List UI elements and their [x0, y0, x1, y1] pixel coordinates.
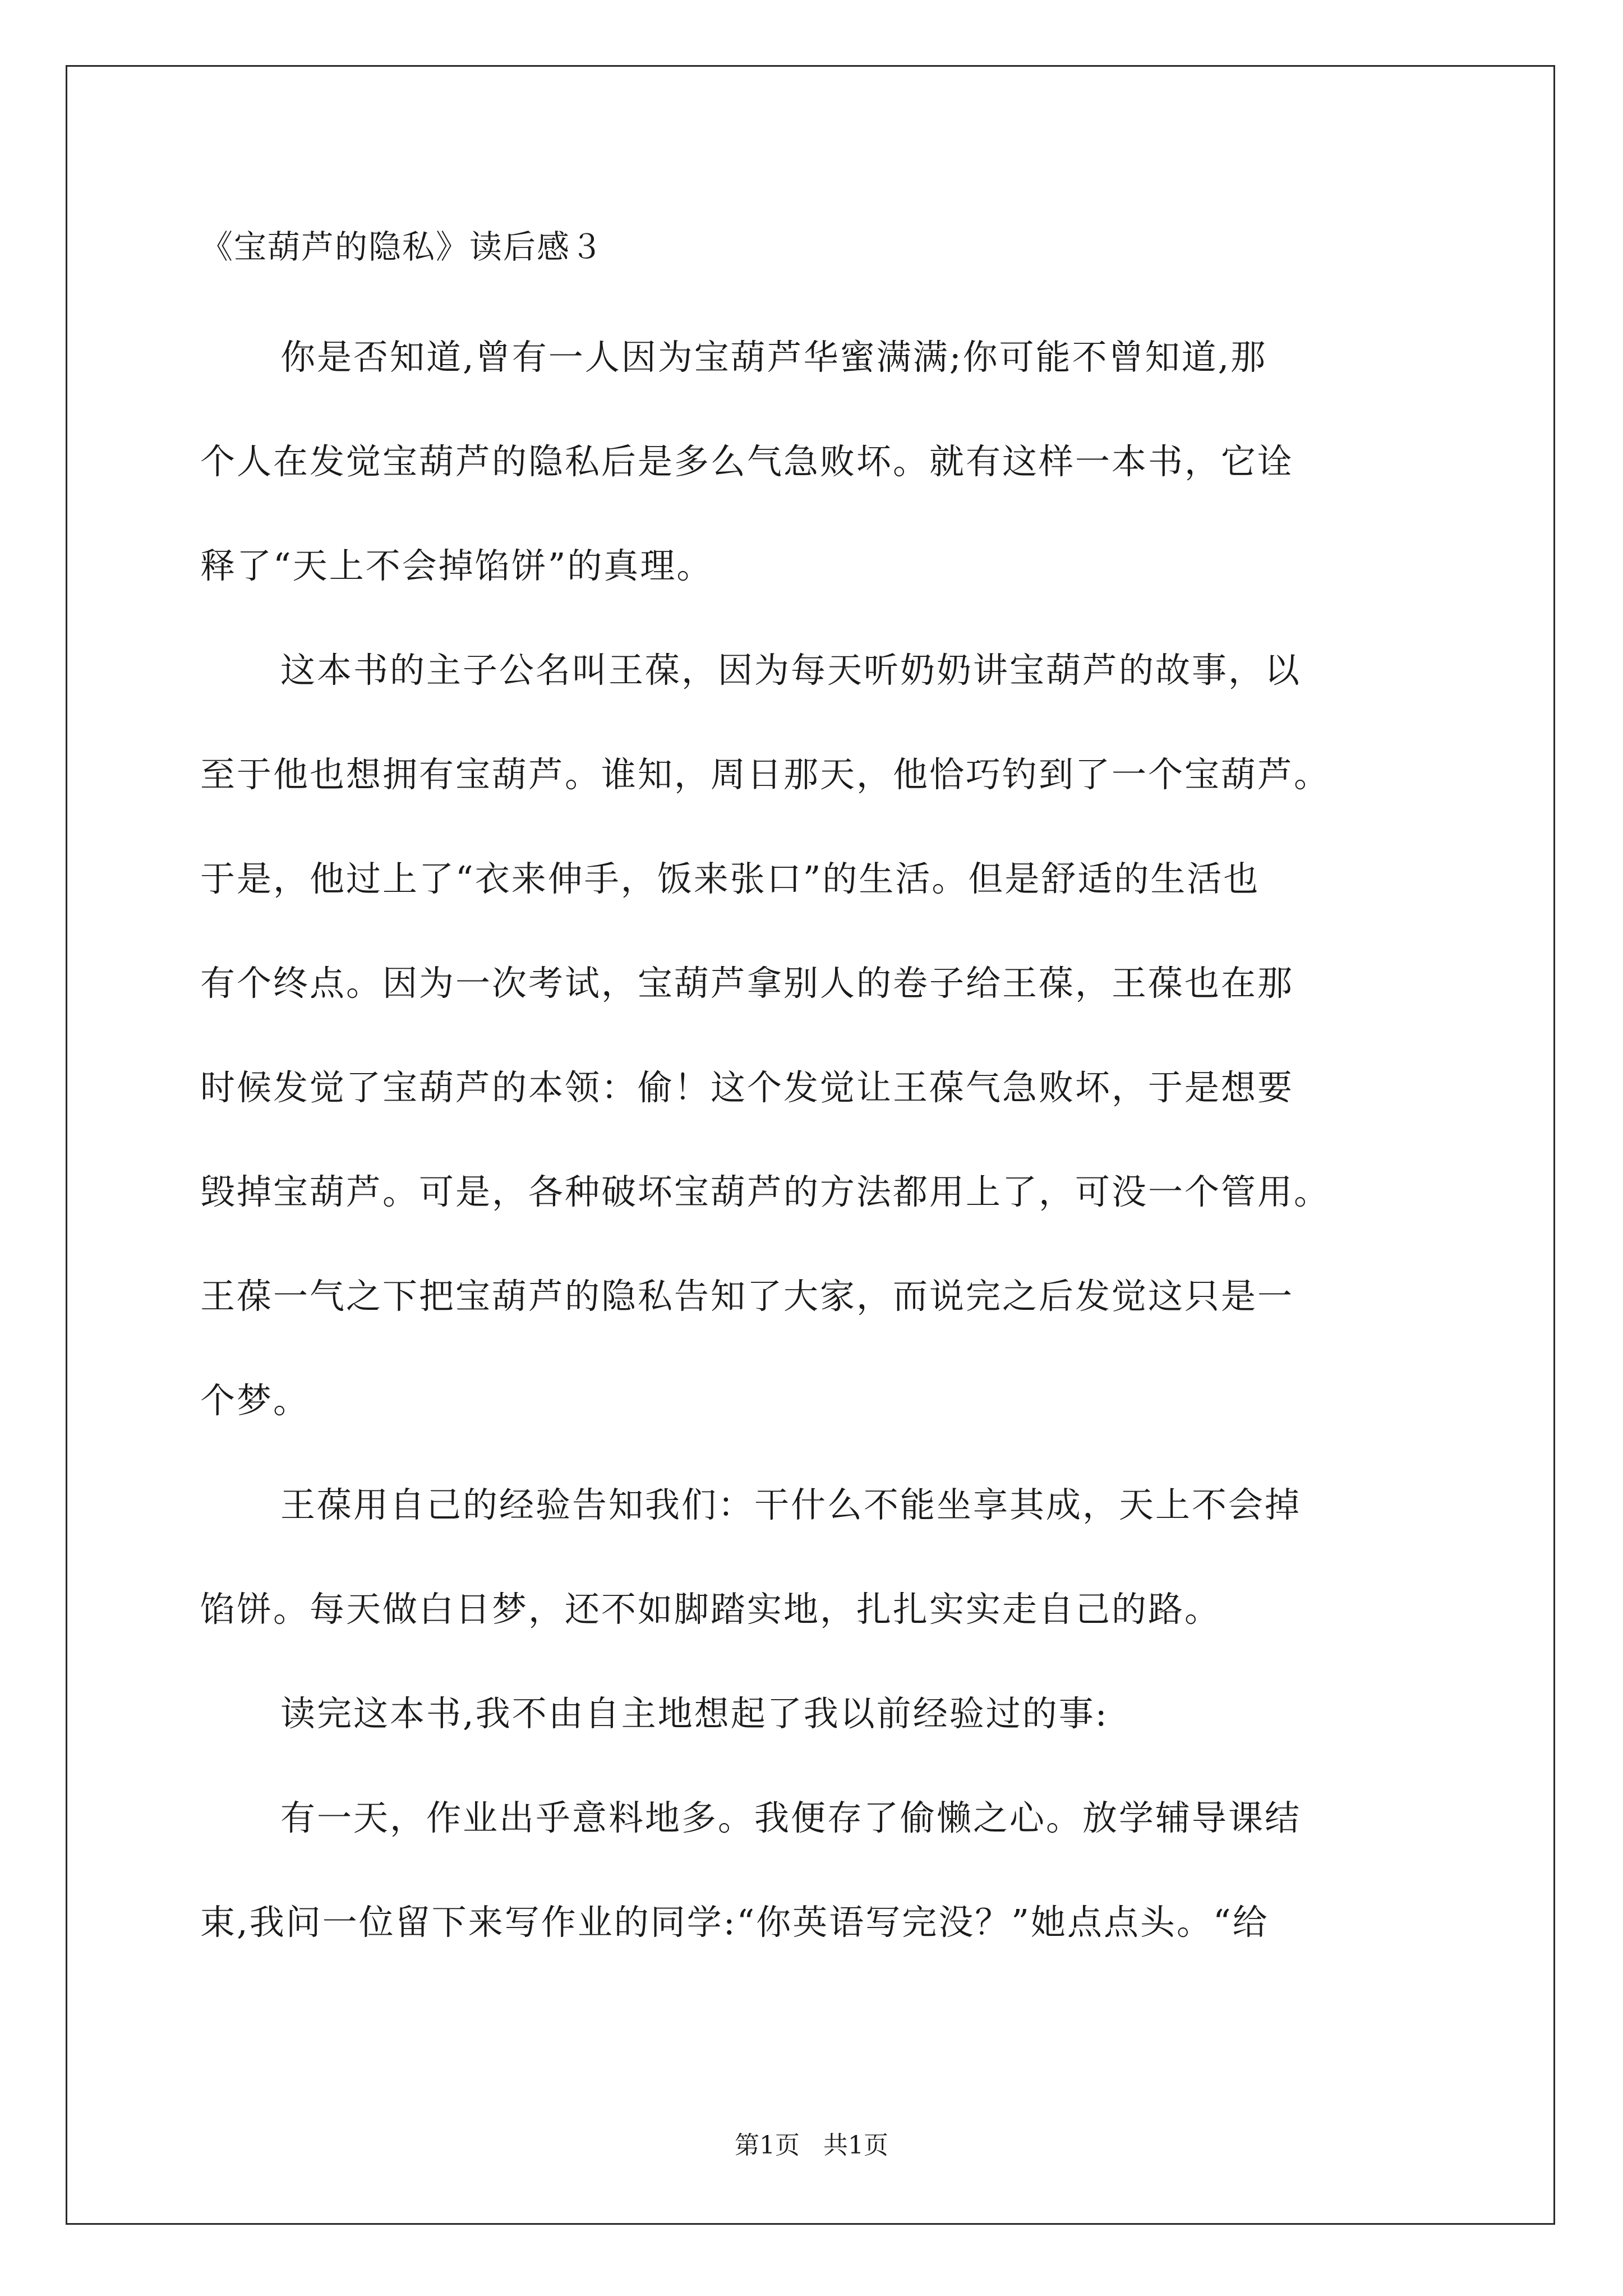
text-line: 于是，他过上了“衣来伸手，饭来张口”的生活。但是舒适的生活也 — [200, 858, 1260, 899]
text-line: 你是否知道,曾有一人因为宝葫芦华蜜满满;你可能不曾知道,那 — [280, 337, 1267, 378]
text-line: 有个终点。因为一次考试，宝葫芦拿别人的卷子给王葆，王葆也在那 — [200, 963, 1294, 1004]
text-line: 毁掉宝葫芦。可是，各种破坏宝葫芦的方法都用上了，可没一个管用。 — [200, 1171, 1331, 1212]
text-line: 释了“天上不会掉馅饼”的真理。 — [200, 545, 713, 586]
text-line: 有一天，作业出乎意料地多。我便存了偷懒之心。放学辅导课结 — [280, 1797, 1302, 1838]
text-line: 这本书的主子公名叫王葆，因为每天听奶奶讲宝葫芦的故事，以 — [280, 650, 1302, 691]
page-footer — [0, 2129, 1623, 2162]
page-total: 共1页 — [823, 2131, 888, 2160]
text-line: 馅饼。每天做白日梦，还不如脚踏实地，扎扎实实走自己的路。 — [200, 1589, 1221, 1630]
text-line: 读完这本书,我不由自主地想起了我以前经验过的事: — [280, 1693, 1109, 1734]
text-line: 王葆用自己的经验告知我们：干什么不能坐享其成，天上不会掉 — [280, 1484, 1302, 1525]
page-number: 第1页 — [735, 2131, 800, 2160]
text-line: 至于他也想拥有宝葫芦。谁知，周日那天，他恰巧钓到了一个宝葫芦。 — [200, 754, 1331, 795]
text-line: 个人在发觉宝葫芦的隐私后是多么气急败坏。就有这样一本书，它诠 — [200, 441, 1294, 482]
document-title: 《宝葫芦的隐私》读后感３ — [200, 228, 605, 266]
text-line: 个梦。 — [200, 1380, 310, 1421]
text-line: 束,我问一位留下来写作业的同学:“你英语写完没？”她点点头。“给 — [200, 1902, 1269, 1943]
text-line: 时候发觉了宝葫芦的本领：偷！这个发觉让王葆气急败坏，于是想要 — [200, 1067, 1294, 1108]
text-line: 王葆一气之下把宝葫芦的隐私告知了大家，而说完之后发觉这只是一 — [200, 1276, 1294, 1317]
